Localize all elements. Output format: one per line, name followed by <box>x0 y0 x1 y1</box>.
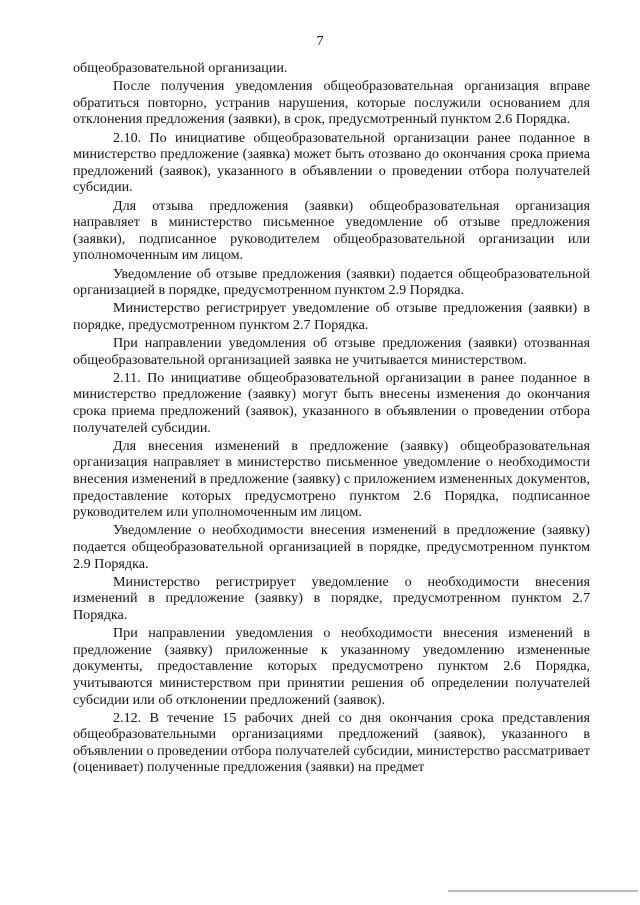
paragraph-continuation: общеобразовательной организации. <box>73 60 288 76</box>
paragraph-2-11: 2.11. По инициативе общеобразовательной организации в ранее поданное в министерство предложение (заявку) могут быть внесены изменения до окончания срока приема предложений (заявок), указанного в объявлении о проведении отбора получателей субсидии. <box>73 369 590 436</box>
page-number: 7 <box>316 34 324 49</box>
document-body <box>73 60 590 778</box>
paragraph-withdrawal-submission: Уведомление об отзыве предложения (заявки) подается общеобразовательной организацией в порядке, предусмотренном пунктом 2.9 Порядка. <box>73 265 590 299</box>
paragraph-changes-notice: Для внесения изменений в предложение (заявку) общеобразовательная организация направляет в министерство письменное уведомление о необходимости внесения изменений в предложение (заявку) с приложением измененных документов, предоставление которых предусмотрено пунктом 2.6 Порядка, подписанное руководителем или уполномоченным им лицом. <box>73 437 590 521</box>
paragraph-2-10: 2.10. По инициативе общеобразовательной организации ранее поданное в министерство предложение (заявка) может быть отозвано до окончания срока приема предложений (заявок), указанного в объявлении о проведении отбора получателей субсидии. <box>73 129 590 196</box>
paragraph-withdrawal-registration: Министерство регистрирует уведомление об отзыве предложения (заявки) в порядке, предусмотренном пунктом 2.7 Порядка. <box>73 300 590 333</box>
paragraph-changes-effect: При направлении уведомления о необходимости внесения изменений в предложение (заявку) приложенные к указанному уведомлению измененные документы, предоставление которых предусмотрено пунктом 2.6 Порядка, учитываются министерством при принятии решения об определении получателей субсидии или об отклонении предложений (заявок). <box>73 625 590 708</box>
paragraph-changes-registration: Министерство регистрирует уведомление о необходимости внесения изменений в предложение (заявку) в порядке, предусмотренном пунктом 2.7 Порядка. <box>73 573 590 623</box>
paragraph-withdrawal-effect: При направлении уведомления об отзыве предложения (заявки) отозванная общеобразовательной организацией заявка не учитывается министерством. <box>73 335 590 368</box>
paragraph-changes-submission: Уведомление о необходимости внесения изменений в предложение (заявку) подается общеобразовательной организацией в порядке, предусмотренном пунктом 2.9 Порядка. <box>73 522 590 572</box>
page-edge-mark <box>448 890 638 892</box>
paragraph-reapply: После получения уведомления общеобразовательная организация вправе обратиться повторно, устранив нарушения, которые послужили основанием для отклонения предложения (заявки), в срок, предусмотренный пунктом 2.6 Порядка. <box>73 78 590 128</box>
paragraph-withdrawal-notice: Для отзыва предложения (заявки) общеобразовательная организация направляет в министерство письменное уведомление об отзыве предложения (заявки), подписанное руководителем общеобразовательной организации или уполномоченным им лицом. <box>73 197 590 264</box>
paragraph-2-12: 2.12. В течение 15 рабочих дней со дня окончания срока представления общеобразовательными организациями предложений (заявок), указанного в объявлении о проведении отбора получателей субсидии, министерство рассматривает (оценивает) полученные предложения (заявки) на предмет <box>73 709 590 776</box>
